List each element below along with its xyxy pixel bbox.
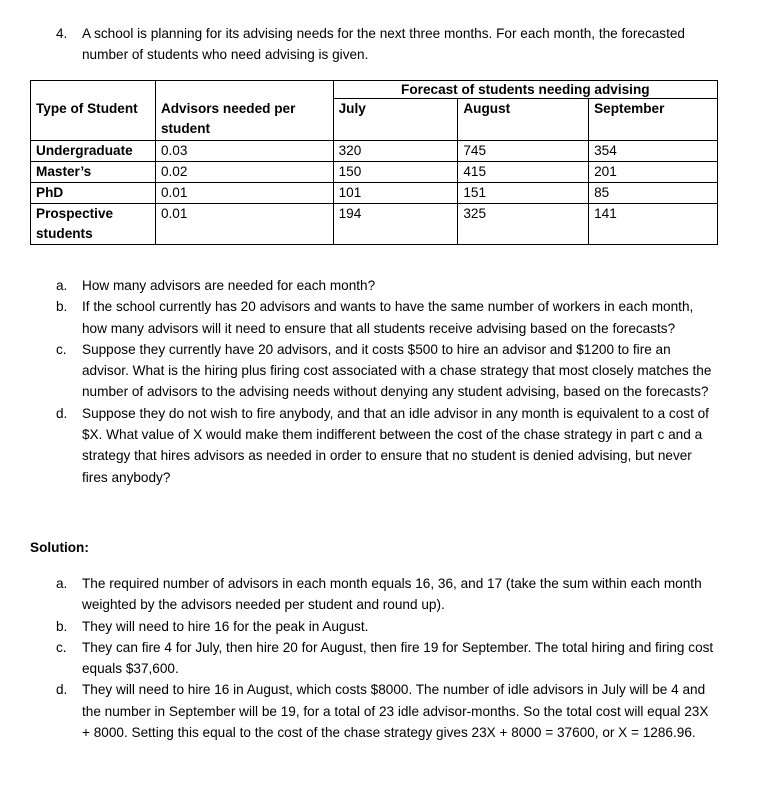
part-b xyxy=(56,296,716,339)
cell: 325 xyxy=(458,204,589,245)
header-july: July xyxy=(333,99,458,141)
part-letter: d. xyxy=(56,682,68,698)
cell: 194 xyxy=(333,204,458,245)
cell: 151 xyxy=(458,183,589,204)
part-letter: b. xyxy=(56,618,68,634)
cell: 201 xyxy=(589,162,718,183)
part-letter: c. xyxy=(56,341,67,357)
part-letter: a. xyxy=(56,278,68,293)
table-row xyxy=(31,141,718,162)
cell: 0.02 xyxy=(155,162,333,183)
header-september: September xyxy=(589,99,718,141)
table-group-header-row xyxy=(31,81,718,99)
cell: 150 xyxy=(333,162,458,183)
part-text: They can fire 4 for July, then hire 20 for August, then fire 19 for September. The total hiring and firing cost equals $37,600. xyxy=(82,639,714,677)
part-letter: c. xyxy=(56,639,67,655)
question-number: 4. xyxy=(56,26,68,41)
part-text: The required number of advisors in each month equals 16, 36, and 17 (take the sum within each month weighted by the advisors needed per student and round up). xyxy=(82,576,702,613)
solution-parts xyxy=(56,573,716,743)
solution-c xyxy=(56,637,716,680)
cell: 0.03 xyxy=(155,141,333,162)
cell: 745 xyxy=(458,141,589,162)
table-row xyxy=(31,183,718,204)
part-text: Suppose they currently have 20 advisors, and it costs $500 to hire an advisor and $1200 to fire an advisor. What is the hiring plus firing cost associated with a chase strategy that most closely matches the number of advisors to the advising needs without denying any student advising, based on the forecasts? xyxy=(82,341,712,400)
part-c xyxy=(56,339,716,403)
table-row xyxy=(31,204,718,245)
part-text: They will need to hire 16 for the peak in August. xyxy=(82,618,369,634)
cell: 101 xyxy=(333,183,458,204)
table-header-row xyxy=(31,99,718,141)
cell: 320 xyxy=(333,141,458,162)
cell: Prospective students xyxy=(31,204,156,245)
solution-d xyxy=(56,679,716,743)
table-row xyxy=(31,162,718,183)
part-text: Suppose they do not wish to fire anybody, and that an idle advisor in any month is equivalent to a cost of $X. What value of X would make them indifferent between the cost of the chase strategy in part c and a strategy that hires advisors as needed in order to ensure that no student is denied advising, but never fires anybody? xyxy=(82,405,709,485)
cell: 0.01 xyxy=(155,183,333,204)
header-august: August xyxy=(458,99,589,141)
part-letter: b. xyxy=(56,299,68,315)
part-letter: a. xyxy=(56,576,68,591)
cell: PhD xyxy=(31,183,156,204)
cell: 354 xyxy=(589,141,718,162)
cell: 0.01 xyxy=(155,204,333,245)
question xyxy=(56,23,716,65)
part-a xyxy=(56,275,716,296)
part-text: They will need to hire 16 in August, which costs $8000. The number of idle advisors in July will be 4 and the number in September will be 19, for a total of 23 idle advisor-months. So the total cost will equal 23X + 8000. Setting this equal to the cost of the chase strategy gives 23X + 8000 = 37600, or X = 1286.96. xyxy=(82,682,709,741)
part-text: If the school currently has 20 advisors and wants to have the same number of workers in each month, how many advisors will it need to ensure that all students receive advising based on the forecasts? xyxy=(82,299,694,336)
cell: Master’s xyxy=(31,162,156,183)
solution-heading: Solution: xyxy=(30,540,89,555)
question-text: A school is planning for its advising needs for the next three months. For each month, the forecasted number of students who need advising is given. xyxy=(82,26,685,62)
part-text: How many advisors are needed for each month? xyxy=(82,278,376,293)
forecast-table xyxy=(30,80,718,245)
question-parts xyxy=(56,275,716,488)
cell: 141 xyxy=(589,204,718,245)
part-letter: d. xyxy=(56,405,68,421)
solution-b xyxy=(56,616,716,637)
header-type: Type of Student xyxy=(31,99,156,141)
cell: Undergraduate xyxy=(31,141,156,162)
cell: 85 xyxy=(589,183,718,204)
cell: 415 xyxy=(458,162,589,183)
header-advisors-per-student: Advisors needed per student xyxy=(155,99,333,141)
solution-a xyxy=(56,573,716,616)
forecast-group-header: Forecast of students needing advising xyxy=(333,81,717,99)
part-d xyxy=(56,403,716,488)
